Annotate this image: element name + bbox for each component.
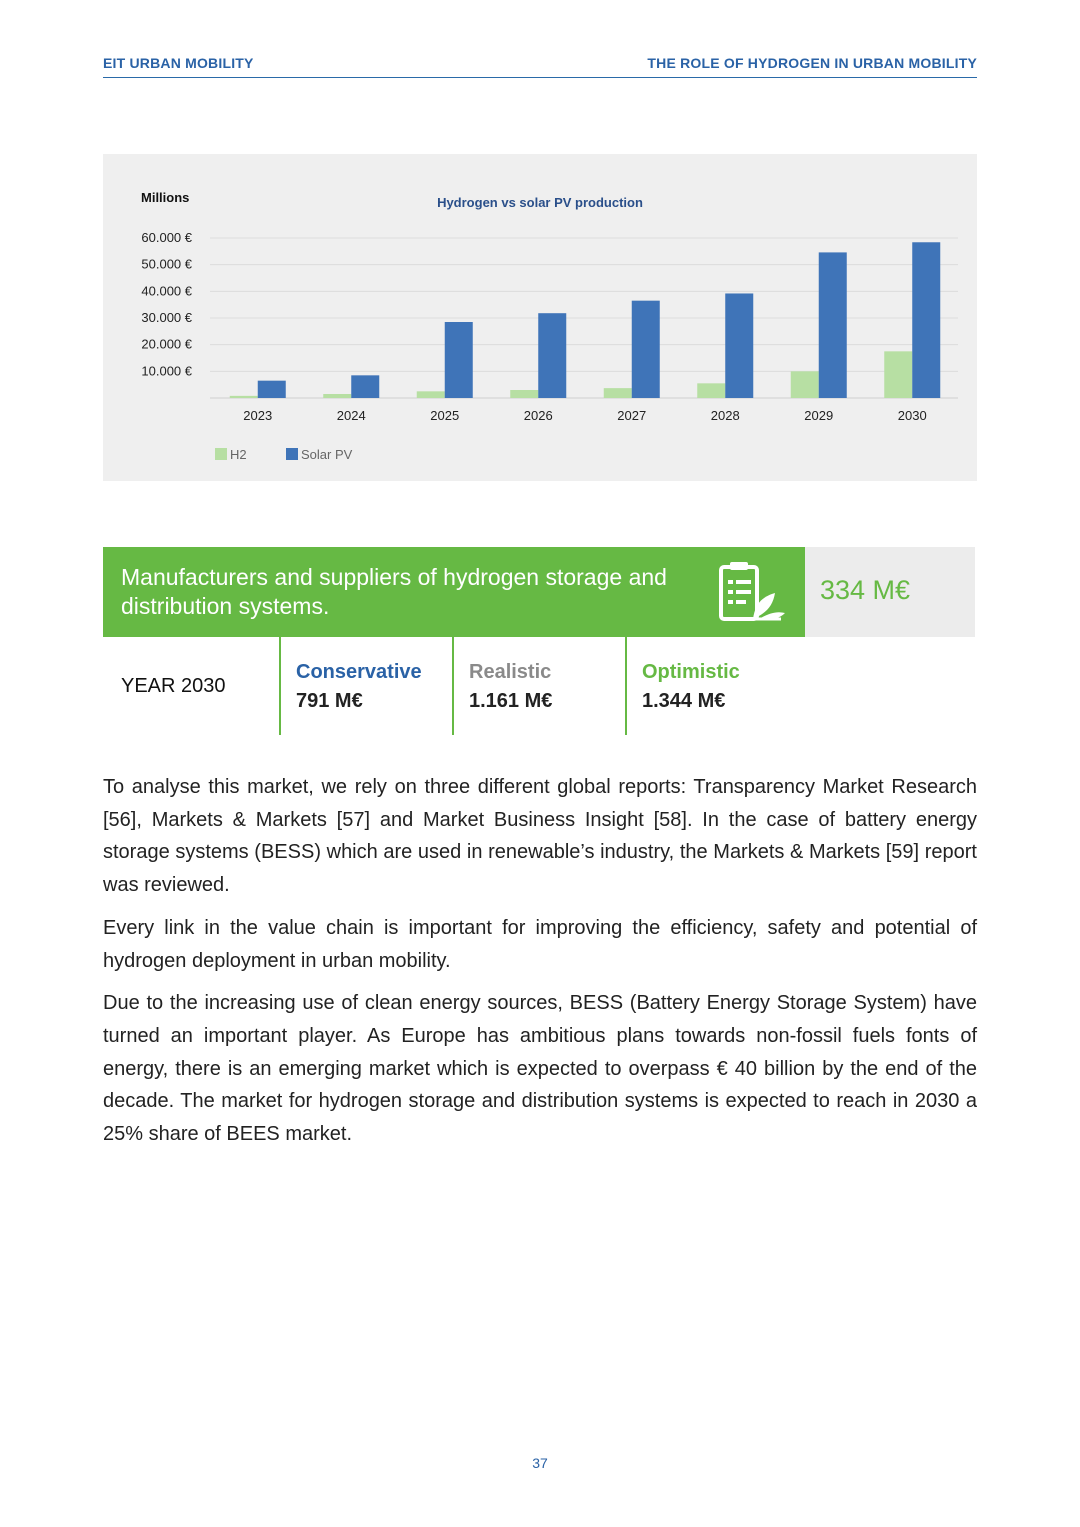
x-tick-label: 2030 <box>897 408 927 423</box>
bar-h2-2023 <box>230 396 258 398</box>
header-left-title: EIT URBAN MOBILITY <box>103 55 254 71</box>
bar-solar-pv-2028 <box>725 293 753 398</box>
page-header <box>103 55 977 78</box>
scenario-name: Realistic <box>469 661 552 683</box>
x-tick-label: 2023 <box>243 408 273 423</box>
x-tick-label: 2027 <box>617 408 647 423</box>
legend-label: Solar PV <box>301 447 353 462</box>
bar-solar-pv-2025 <box>445 322 473 398</box>
bar-h2-2026 <box>510 390 538 398</box>
scenario-value: 791 M€ <box>296 690 363 712</box>
scenario-value: 1.161 M€ <box>469 690 553 712</box>
x-tick-label: 2025 <box>430 408 460 423</box>
bar-h2-2030 <box>884 351 912 398</box>
scenario-name: Optimistic <box>642 661 740 683</box>
scenario-row <box>103 637 805 735</box>
clipboard-leaf-icon <box>717 561 787 623</box>
y-tick-label: 40.000 € <box>141 283 192 299</box>
page-number: 37 <box>532 1455 548 1471</box>
bar-solar-pv-2023 <box>258 381 286 398</box>
bar-h2-2028 <box>697 383 725 398</box>
chart-panel <box>103 154 977 481</box>
chart-ylabel: Millions <box>141 190 190 205</box>
bar-solar-pv-2027 <box>632 301 660 398</box>
x-tick-label: 2026 <box>523 408 553 423</box>
scenario-year: YEAR 2030 <box>121 675 226 697</box>
paragraph: To analyse this market, we rely on three different global reports: Transparency Market Research [56], Markets & Markets [57] and Market Business Insight [58]. In the case of battery energy storage systems (BESS) which are used in renewable’s industry, the Markets & Markets [59] report was reviewed. <box>103 776 977 897</box>
paragraph: Due to the increasing use of clean energy sources, BESS (Battery Energy Storage System) have turned an important player. As Europe has ambitious plans towards non-fossil fuels fonts of energy, there is an emerging market which is expected to overpass € 40 billion by the end of the decade. The market for hydrogen storage and distribution systems is expected to reach in 2030 a 25% share of BEES market. <box>103 992 977 1146</box>
y-tick-label: 60.000 € <box>141 230 192 245</box>
x-tick-label: 2024 <box>336 408 366 423</box>
bar-solar-pv-2024 <box>351 375 379 398</box>
bar-chart <box>103 154 977 481</box>
x-tick-label: 2028 <box>710 408 740 423</box>
scenario-optimistic <box>625 637 799 735</box>
body-text <box>103 771 977 1161</box>
scenario-value: 1.344 M€ <box>642 690 726 712</box>
bar-h2-2024 <box>323 394 351 398</box>
scenario-realistic <box>452 637 626 735</box>
legend-swatch-h2 <box>215 448 227 460</box>
y-tick-label: 10.000 € <box>141 363 192 379</box>
bar-solar-pv-2030 <box>912 242 940 398</box>
bar-solar-pv-2026 <box>538 313 566 398</box>
y-tick-label: 30.000 € <box>141 310 192 325</box>
bar-h2-2025 <box>417 391 445 398</box>
bar-h2-2029 <box>791 371 819 398</box>
y-tick-label: 20.000 € <box>141 336 192 352</box>
bar-solar-pv-2029 <box>819 252 847 398</box>
legend-label: H2 <box>230 447 247 462</box>
scenario-conservative <box>279 637 453 735</box>
x-tick-label: 2029 <box>804 408 834 423</box>
chart-title: Hydrogen vs solar PV production <box>437 195 643 210</box>
bar-h2-2027 <box>604 388 632 398</box>
scenario-name: Conservative <box>296 661 422 683</box>
y-tick-label: 50.000 € <box>141 256 192 272</box>
legend-swatch-solar-pv <box>286 448 298 460</box>
banner-title: Manufacturers and suppliers of hydrogen storage and distribution systems. <box>121 564 667 619</box>
market-banner <box>103 547 805 637</box>
market-value: 334 M€ <box>820 575 911 605</box>
header-right-title: THE ROLE OF HYDROGEN IN URBAN MOBILITY <box>647 55 977 71</box>
market-value-box <box>805 547 975 637</box>
paragraph: Every link in the value chain is important for improving the efficiency, safety and potential of hydrogen deployment in urban mobility. <box>103 916 977 972</box>
